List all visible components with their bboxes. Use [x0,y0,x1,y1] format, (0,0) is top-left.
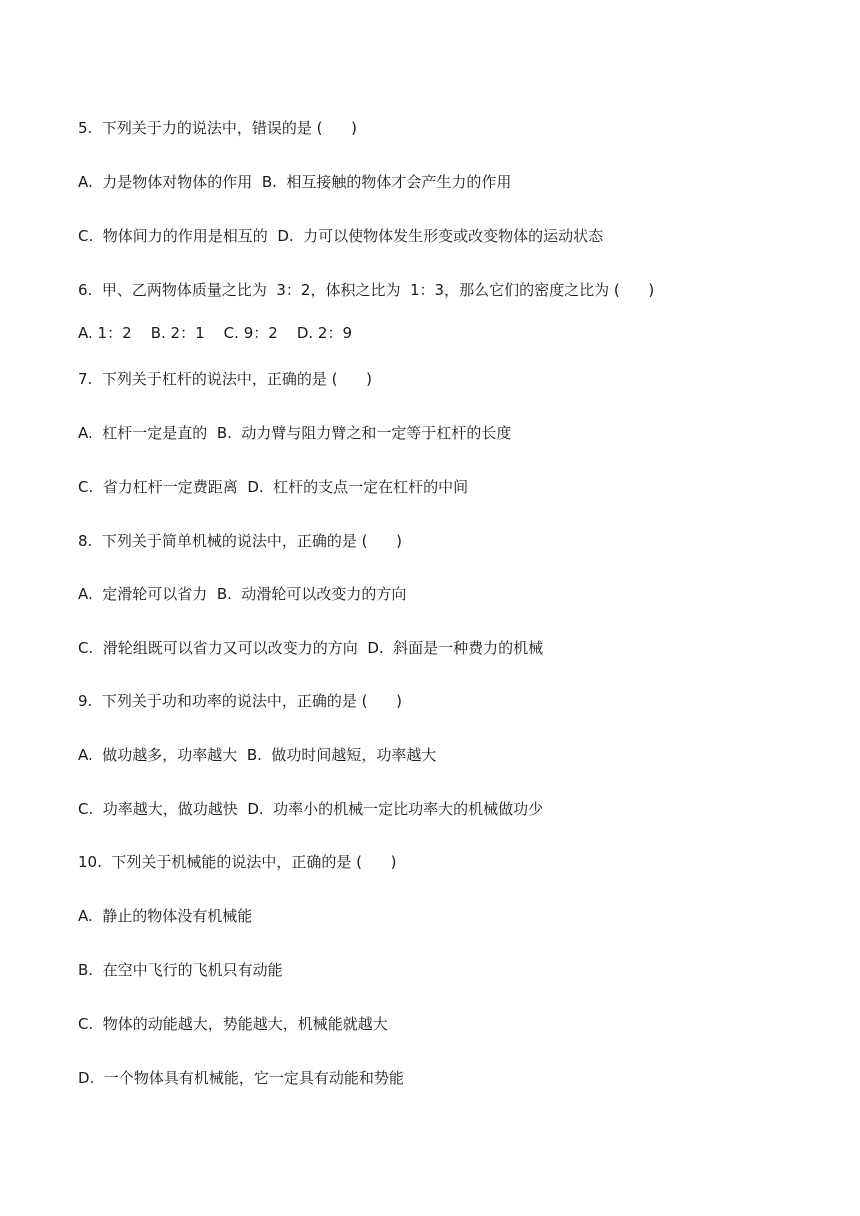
question-option: A. 静止的物体没有机械能 [78,907,253,925]
question-option: C. 物体间力的作用是相互的 D. 力可以使物体发生形变或改变物体的运动状态 [78,227,604,245]
question-stem: 9. 下列关于功和功率的说法中，正确的是 ( ) [78,692,402,710]
question-stem: 8. 下列关于简单机械的说法中，正确的是 ( ) [78,532,402,550]
question-stem: 5. 下列关于力的说法中，错误的是 ( ) [78,119,357,137]
question-option: C. 物体的动能越大，势能越大，机械能就越大 [78,1015,388,1033]
question-option: C. 功率越大，做功越快 D. 功率小的机械一定比功率大的机械做功少 [78,800,544,818]
question-stem: 6. 甲、乙两物体质量之比为 3：2，体积之比为 1：3，那么它们的密度之比为 ( ) [78,281,655,299]
question-option: A. 杠杆一定是直的 B. 动力臂与阻力臂之和一定等于杠杆的长度 [78,424,512,442]
question-option: C. 省力杠杆一定费距离 D. 杠杆的支点一定在杠杆的中间 [78,478,469,496]
question-option: A. 1：2 B. 2：1 C. 9：2 D. 2：9 [78,324,353,342]
question-option: D. 一个物体具有机械能，它一定具有动能和势能 [78,1069,404,1087]
question-stem: 10. 下列关于机械能的说法中，正确的是 ( ) [78,853,397,871]
question-option: C. 滑轮组既可以省力又可以改变力的方向 D. 斜面是一种费力的机械 [78,639,544,657]
question-stem: 7. 下列关于杠杆的说法中，正确的是 ( ) [78,370,372,388]
question-option: B. 在空中飞行的飞机只有动能 [78,961,283,979]
question-option: A. 做功越多，功率越大 B. 做功时间越短，功率越大 [78,746,437,764]
question-option: A. 定滑轮可以省力 B. 动滑轮可以改变力的方向 [78,585,407,603]
question-option: A. 力是物体对物体的作用 B. 相互接触的物体才会产生力的作用 [78,173,512,191]
